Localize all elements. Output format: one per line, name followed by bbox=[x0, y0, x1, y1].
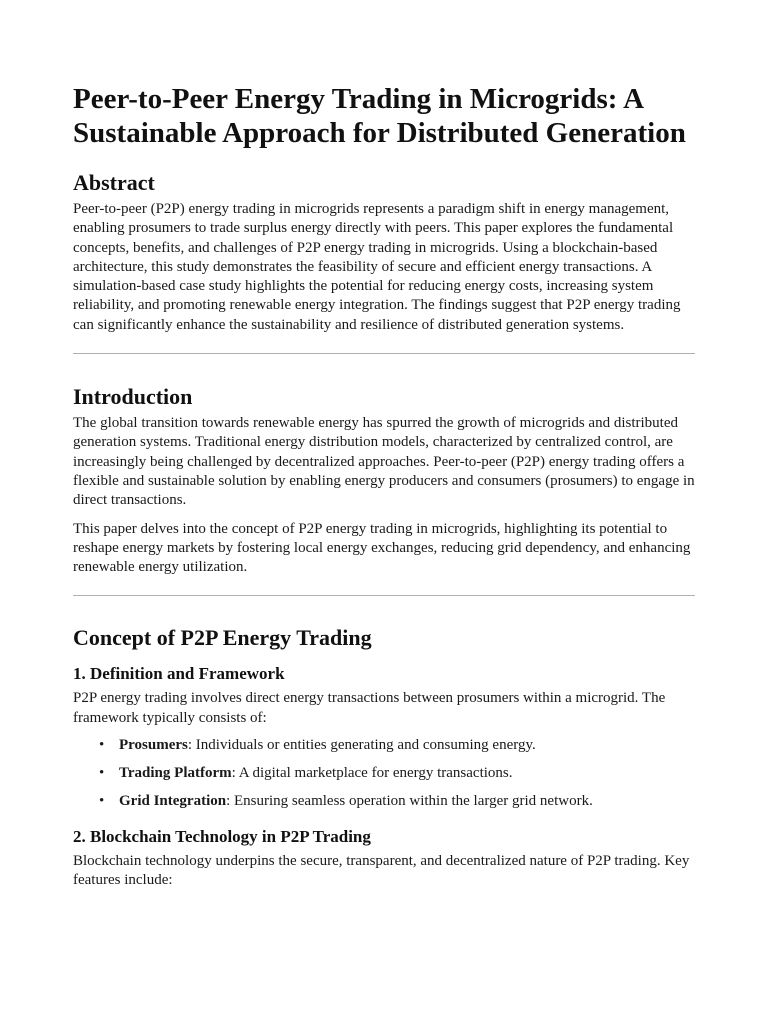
list-item bbox=[73, 736, 695, 755]
introduction-paragraph: The global transition towards renewable energy has spurred the growth of microgrids and distributed generation systems. Traditional energy distribution models, characterized by centralized control, are increasingly being challenged by decentralized approaches. Peer-to-peer (P2P) energy trading offers a flexible and sustainable solution by enabling energy producers and consumers (prosumers) to engage in direct transactions. bbox=[73, 415, 695, 509]
introduction-heading: Introduction bbox=[73, 384, 193, 410]
list-item-desc: : A digital marketplace for energy transactions. bbox=[231, 765, 513, 782]
abstract-heading: Abstract bbox=[73, 170, 155, 195]
blockchain-subheading: 2. Blockchain Technology in P2P Trading bbox=[73, 827, 371, 847]
introduction-paragraph: This paper delves into the concept of P2P energy trading in microgrids, highlighting its potential to reshape energy markets by fostering local energy exchanges, reducing grid dependency, and enhancing renewable energy utilization. bbox=[73, 520, 691, 576]
paper-title: Peer-to-Peer Energy Trading in Microgrids: A Sustainable Approach for Distributed Generation bbox=[73, 83, 686, 149]
definition-subheading: 1. Definition and Framework bbox=[73, 664, 285, 684]
bullet-icon: • bbox=[99, 765, 105, 782]
document-page bbox=[73, 82, 695, 891]
bullet-icon: • bbox=[99, 737, 105, 754]
list-item-term: Grid Integration bbox=[119, 793, 227, 810]
list-item-desc: : Ensuring seamless operation within the larger grid network. bbox=[226, 793, 593, 810]
framework-list bbox=[73, 736, 695, 811]
blockchain-text: Blockchain technology underpins the secure, transparent, and decentralized nature of P2P trading. Key features include: bbox=[73, 853, 690, 889]
list-item bbox=[73, 764, 695, 783]
section-divider bbox=[73, 353, 695, 354]
concept-heading: Concept of P2P Energy Trading bbox=[73, 625, 372, 651]
bullet-icon: • bbox=[99, 793, 105, 810]
section-divider bbox=[73, 595, 695, 596]
list-item-term: Trading Platform bbox=[119, 765, 232, 782]
abstract-text: Peer-to-peer (P2P) energy trading in microgrids represents a paradigm shift in energy management, enabling prosumers to trade surplus energy directly with peers. This paper explores the fundamental concepts, benefits, and challenges of P2P energy trading in microgrids. Using a blockchain-based architecture, this study demonstrates the feasibility of secure and efficient energy transactions. A simulation-based case study highlights the potential for reducing energy costs, increasing system reliability, and promoting renewable energy integration. The findings suggest that P2P energy trading can significantly enhance the sustainability and resilience of distributed generation systems. bbox=[73, 201, 681, 333]
list-item-term: Prosumers bbox=[119, 737, 188, 754]
list-item bbox=[73, 792, 695, 811]
list-item-desc: : Individuals or entities generating and consuming energy. bbox=[187, 737, 536, 754]
definition-text: P2P energy trading involves direct energy transactions between prosumers within a microgrid. The framework typically consists of: bbox=[73, 690, 666, 726]
